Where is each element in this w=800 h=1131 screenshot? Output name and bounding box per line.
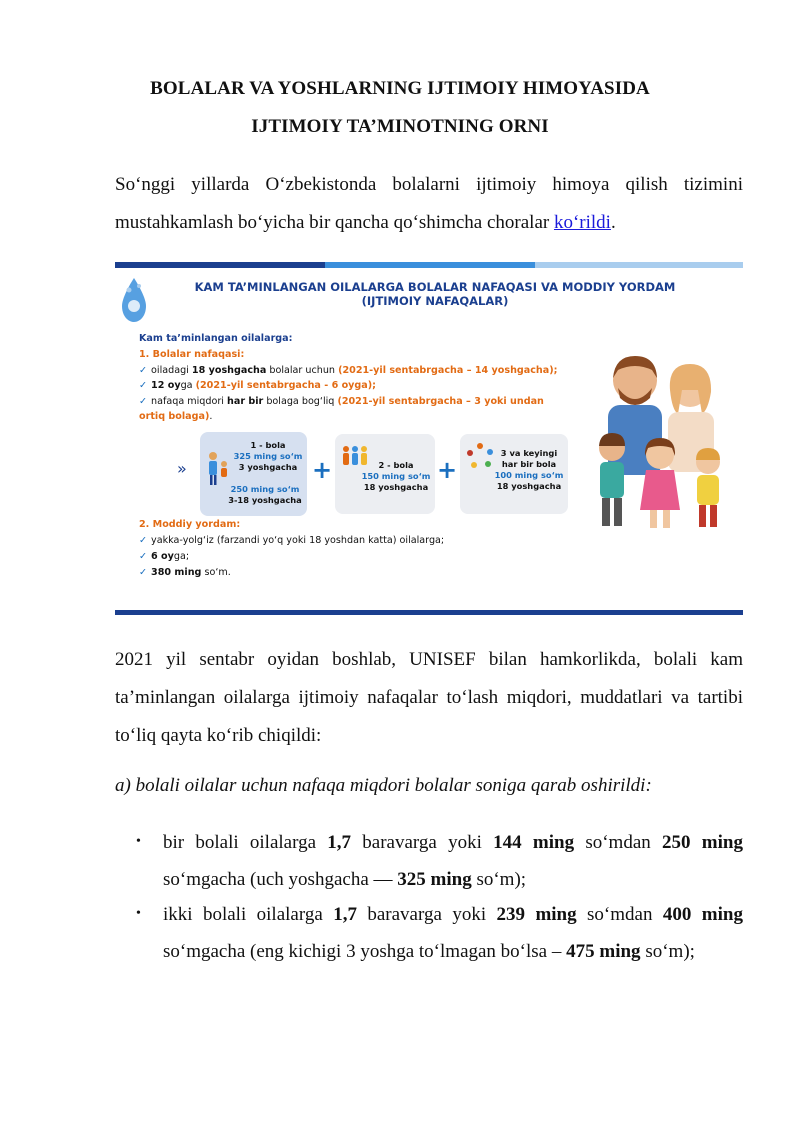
aid-item-duration: ✓ 6 oyga; bbox=[139, 551, 190, 562]
intro-link[interactable]: ko‘rildi bbox=[553, 212, 611, 233]
check-icon: ✓ bbox=[139, 535, 148, 546]
check-item-amount: ✓ nafaqa miqdori har bir bolaga bog‘liq (2021-yil sentabrgacha – 3 yoki undan bbox=[139, 396, 544, 407]
intro-text: So‘nggi yillarda O‘zbekistonda bolalarni ijtimoiy himoya qilish tizimini mustahkamlash bo‘yicha bir qancha qo‘shimcha choralar bbox=[115, 174, 743, 233]
double-chevron-icon: » bbox=[177, 459, 187, 478]
check-icon: ✓ bbox=[139, 365, 148, 376]
top-bar-blue bbox=[325, 262, 535, 268]
box3-amount: 100 ming so‘m bbox=[494, 470, 564, 480]
infographic-heading-line2: (IJTIMOIY NAFAQALAR) bbox=[361, 294, 509, 308]
box3-each: har bir bola bbox=[501, 459, 557, 469]
intro-paragraph bbox=[115, 166, 743, 242]
paragraph-a: a) bolali oilalar uchun nafaqa miqdori bolalar soniga qarab oshirildi: bbox=[115, 775, 652, 796]
bullet-item-two-children: ikki bolali oilalarga 1,7 baravarga yoki 239 ming so‘mdan 400 ming so‘mgacha (eng kichigi 3 yoshga to‘lmagan bo‘lsa – 475 ming so‘m); bbox=[163, 904, 743, 962]
family-figure-icon bbox=[204, 450, 232, 488]
document-title-line2: IJTIMOIY TA’MINOTNING ORNI bbox=[251, 116, 549, 137]
bullet-icon: • bbox=[136, 834, 141, 849]
aid-item-amount: ✓ 380 ming so‘m. bbox=[139, 567, 231, 578]
top-bar-light bbox=[535, 262, 743, 268]
check-item-age: ✓ oiladagi 18 yoshgacha bolalar uchun (2021-yil sentabrgacha – 14 yoshgacha); bbox=[139, 365, 558, 376]
check-icon: ✓ bbox=[139, 551, 148, 562]
infographic bbox=[115, 262, 743, 615]
plus-icon: + bbox=[437, 456, 458, 484]
box3-age: 18 yoshgacha bbox=[496, 481, 562, 491]
intro-end: . bbox=[610, 212, 616, 233]
infographic-subheading: Kam ta’minlangan oilalarga: bbox=[139, 333, 293, 344]
benefit-box-third-child bbox=[460, 434, 568, 514]
top-bar-navy bbox=[115, 262, 325, 268]
check-item-amount-cont: ortiq bolaga). bbox=[139, 411, 213, 422]
box2-amount: 150 ming so‘m bbox=[361, 471, 431, 481]
box3-label: 3 va keyingi bbox=[500, 448, 558, 458]
family-illustration bbox=[590, 350, 740, 535]
box1-age-1: 3 yoshgacha bbox=[238, 462, 298, 472]
section-child-benefit: 1. Bolalar nafaqasi: bbox=[139, 349, 245, 360]
benefit-box-second-child bbox=[335, 434, 435, 514]
section-material-aid: 2. Moddiy yordam: bbox=[139, 519, 241, 530]
benefit-box-first-child bbox=[200, 432, 307, 516]
check-icon: ✓ bbox=[139, 567, 148, 578]
box2-label: 2 - bola bbox=[378, 460, 414, 470]
bottom-bar bbox=[115, 610, 743, 615]
check-item-duration: ✓ 12 oyga (2021-yil sentabrgacha - 6 oyga); bbox=[139, 380, 376, 391]
check-icon: ✓ bbox=[139, 380, 148, 391]
aid-item-single: ✓ yakka-yolg‘iz (farzandi yo‘q yoki 18 yoshdan katta) oilalarga; bbox=[139, 535, 445, 546]
box1-amount-2: 250 ming so‘m bbox=[230, 484, 300, 494]
box1-age-2: 3-18 yoshgacha bbox=[228, 495, 302, 505]
plus-icon: + bbox=[312, 456, 333, 484]
box1-label: 1 - bola bbox=[250, 440, 286, 450]
bullet-icon: • bbox=[136, 906, 141, 921]
box2-age: 18 yoshgacha bbox=[363, 482, 429, 492]
box1-amount-1: 325 ming so‘m bbox=[233, 451, 303, 461]
water-drop-logo-icon bbox=[119, 276, 149, 324]
bullet-item-one-child: bir bolali oilalarga 1,7 baravarga yoki 144 ming so‘mdan 250 ming so‘mgacha (uch yoshgacha — 325 ming so‘m); bbox=[163, 832, 743, 890]
paragraph-unicef: 2021 yil sentabr oyidan boshlab, UNISEF bilan hamkorlikda, bolali kam ta’minlangan oilalarga ijtimoiy nafaqalar to‘lash miqdori, muddatlari va tartibi to‘liq qayta ko‘rib chiqildi: bbox=[115, 649, 743, 746]
document-title-line1: BOLALAR VA YOSHLARNING IJTIMOIY HIMOYASIDA bbox=[150, 78, 650, 99]
check-icon: ✓ bbox=[139, 396, 148, 407]
infographic-heading-line1: KAM TA’MINLANGAN OILALARGA BOLALAR NAFAQASI VA MODDIY YORDAM bbox=[194, 280, 676, 294]
infographic-heading bbox=[155, 280, 715, 308]
